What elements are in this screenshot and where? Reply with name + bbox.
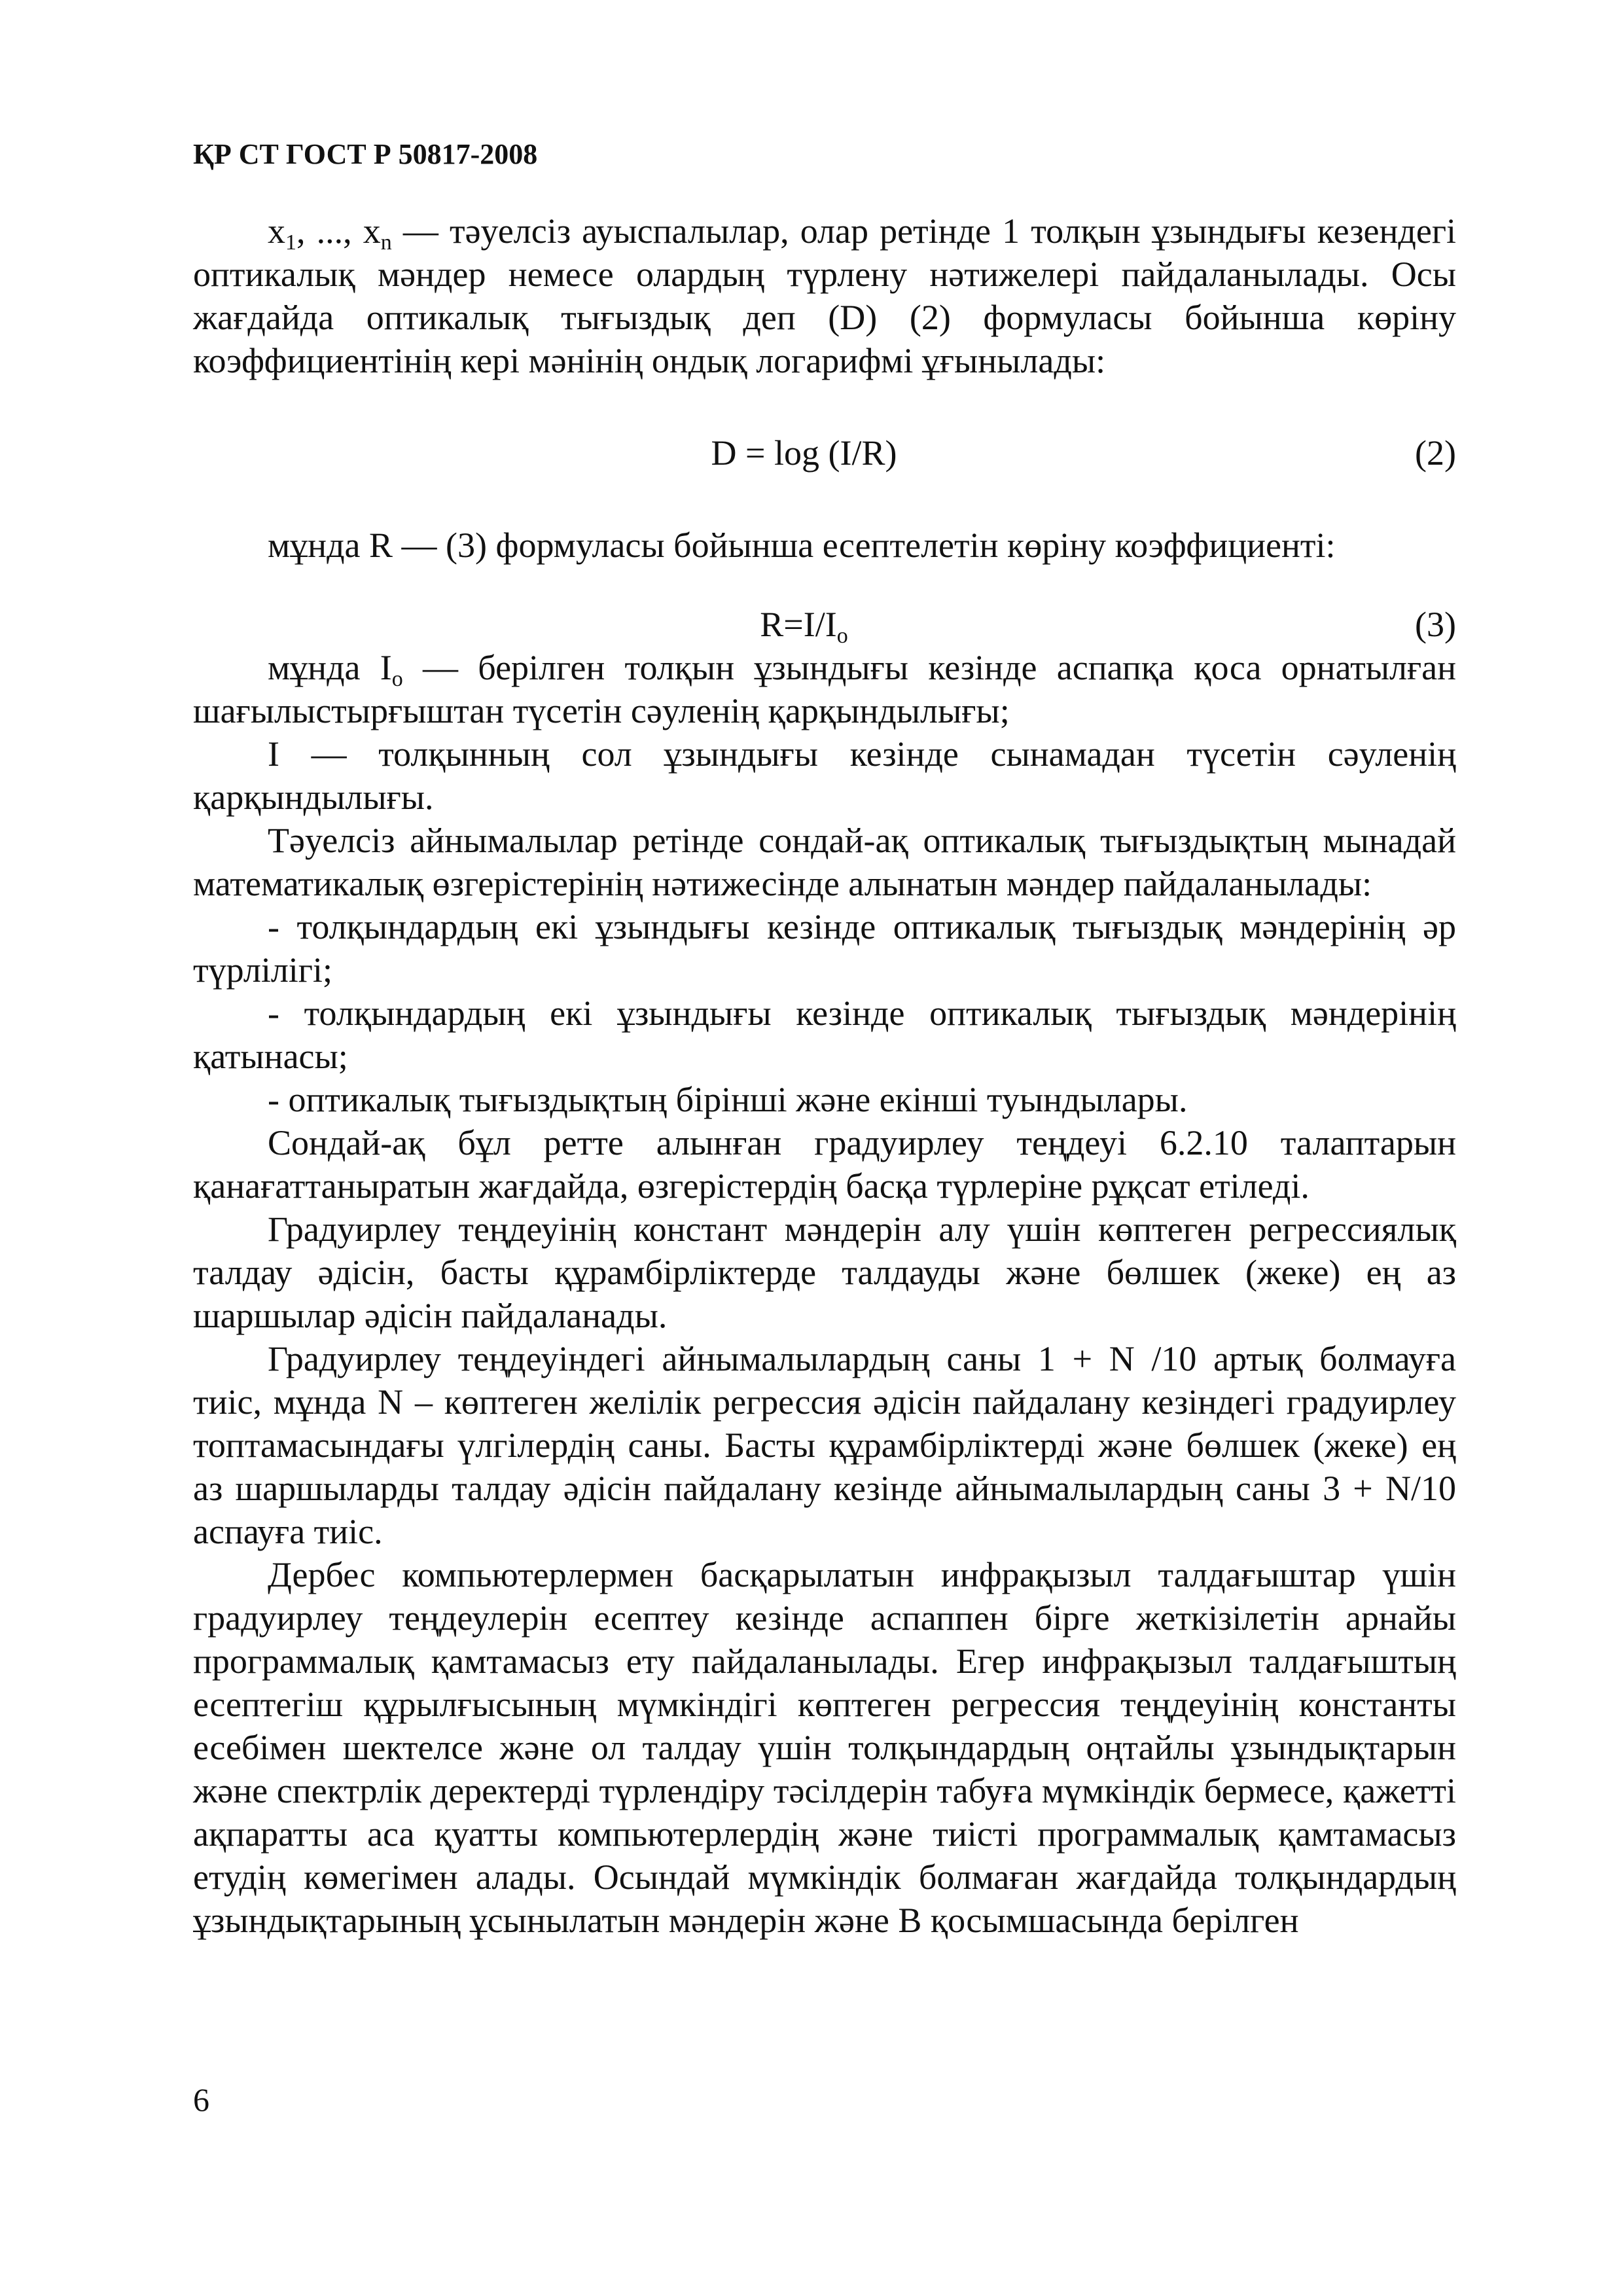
- paragraph-where-io: [193, 646, 1456, 732]
- where-io-subscript: o: [391, 667, 403, 691]
- where-io-text: — берілген толқын ұзындығы кезінде аспапқа қоса орнатылған шағылыстырғыштан түсетін сәуленің қарқындылығы;: [193, 648, 1456, 730]
- formula-3-number: (3): [1415, 605, 1456, 644]
- where-io-prefix: мұнда I: [268, 648, 392, 687]
- paragraph-other-changes: Сондай-ақ бұл ретте алынған градуирлеу теңдеуі 6.2.10 талаптарын қанағаттаныратын жағдайда, өзгерістердің басқа түрлеріне рұқсат етіледі.: [193, 1123, 1456, 1206]
- variables-separator: , ...,: [296, 211, 363, 251]
- formula-3-subscript: o: [836, 624, 848, 648]
- paragraph-i-definition: I — толқынның сол ұзындығы кезінде сынамадан түсетін сәуленің қарқындылығы.: [193, 734, 1456, 817]
- paragraph-variables: [193, 209, 1456, 382]
- formula-2-number: (2): [1415, 433, 1456, 473]
- list-item: - оптикалық тығыздықтың бірінші және екінші туындылары.: [268, 1080, 1188, 1119]
- xn-variable: x: [363, 211, 381, 251]
- paragraph-variable-count: Градуирлеу теңдеуіндегі айнымалылардың саны 1 + N /10 артық болмауға тиіс, мұнда N – көптеген желілік регрессия әдісін пайдалану кезіндегі градуирлеу топтамасындағы үлгілердің саны. Басты құрамбірліктерді және бөлшек (жеке) ең аз шаршыларды талдау әдісін пайдалану кезінде айнымалылардың саны 3 + N/10 аспауға тиіс.: [193, 1339, 1456, 1551]
- page-number: 6: [193, 2081, 209, 2118]
- paragraph-variables-text: — тәуелсіз ауыспалылар, олар ретінде 1 толқын ұзындығы кезендегі оптикалық мәндер немесе олардың түрлену нәтижелері пайдаланылады. Осы жағдайда оптикалық тығыздық деп (D) (2) формуласы бойынша көріну коэффициентінің кері мәнінің ондық логарифмі ұғынылады:: [193, 211, 1457, 380]
- paragraph-software: Дербес компьютерлермен басқарылатын инфрақызыл талдағыштар үшін градуирлеу теңдеулерін есептеу кезінде аспаппен бірге жеткізілетін арнайы программалық қамтамасыз ету пайдаланылады. Егер инфрақызыл талдағыштың есептегіш құрылғысының мүмкіндігі көптеген регрессия теңдеуінің константы есебімен шектелсе және ол талдау үшін толқындардың оңтайлы ұзындықтарын және спектрлік деректерді түрлендіру тәсілдерін табуға мүмкіндік бермесе, қажетті ақпаратты аса қуатты компьютерлердің және тиісті программалық қамтамасыз етудің көмегімен алады. Осындай мүмкіндік болмаған жағдайда толқындардың ұзындықтарының ұсынылатын мәндерін және В қосымшасында берілген: [193, 1555, 1456, 1940]
- list-item: - толқындардың екі ұзындығы кезінде оптикалық тығыздық мәндерінің қатынасы;: [193, 994, 1456, 1076]
- formula-3-expression: [193, 603, 1415, 646]
- formula-3-prefix: R=I/I: [760, 605, 837, 644]
- document-body: [193, 209, 1456, 1942]
- document-header: ҚР СТ ГОСТ Р 50817-2008: [193, 138, 538, 170]
- list-item: - толқындардың екі ұзындығы кезінде оптикалық тығыздық мәндерінің әр түрлілігі;: [193, 907, 1456, 990]
- x1-subscript: 1: [285, 230, 296, 255]
- xn-subscript: n: [380, 230, 392, 255]
- paragraph-independent-variables: Тәуелсіз айнымалылар ретінде сондай-ақ оптикалық тығыздықтың мынадай математикалық өзгерістерінің нәтижесінде алынатын мәндер пайдаланылады:: [193, 821, 1456, 903]
- formula-3: [193, 603, 1456, 646]
- formula-2-expression: D = log (I/R): [711, 433, 897, 473]
- formula-2: [193, 431, 1456, 475]
- paragraph-where-r: мұнда R — (3) формуласы бойынша есептелетін көріну коэффициенті:: [268, 526, 1336, 565]
- x1-variable: x: [268, 211, 285, 251]
- paragraph-constants: Градуирлеу теңдеуінің констант мәндерін алу үшін көптеген регрессиялық талдау әдісін, басты құрамбірліктерде талдауды және бөлшек (жеке) ең аз шаршылар әдісін пайдаланады.: [193, 1210, 1456, 1335]
